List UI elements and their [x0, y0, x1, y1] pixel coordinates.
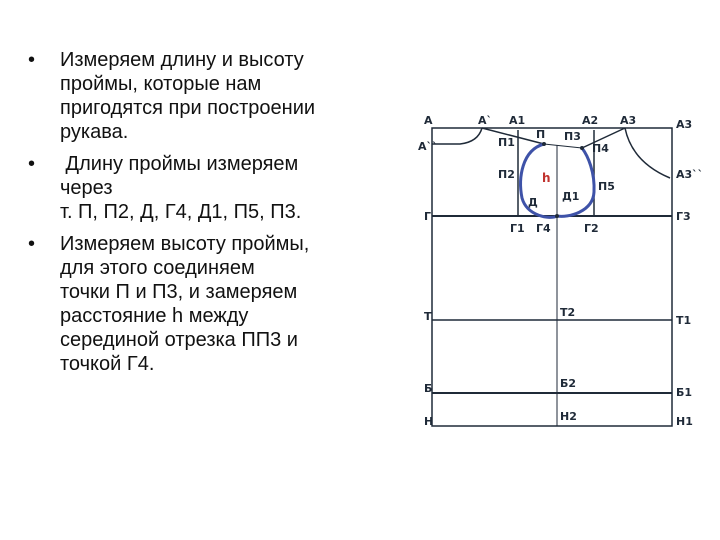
label-g: Г: [424, 210, 432, 223]
bullet-line: точки П и П3, и замеряем: [60, 281, 298, 303]
label-t1: Т1: [676, 314, 692, 327]
bullet-line: серединой отрезка ПП3 и: [60, 329, 298, 351]
label-t2: Т2: [560, 306, 576, 319]
bullet-line: точкой Г4.: [60, 353, 155, 375]
label-b: Б: [424, 382, 433, 395]
label-g1: Г1: [510, 222, 525, 235]
bullet-line: Длину проймы измеряем: [60, 153, 299, 175]
label-b2: Б2: [560, 377, 577, 390]
label-a3-top: А3: [676, 118, 693, 131]
bullet-item-2: [26, 152, 376, 224]
point-p3: [580, 146, 584, 150]
label-p4: П4: [592, 142, 609, 155]
label-g3: Г3: [676, 210, 691, 223]
label-h: h: [542, 171, 551, 185]
bullet-dot: •: [28, 153, 36, 175]
bullet-line: через: [60, 177, 113, 199]
segment-p-p3: [544, 144, 582, 148]
label-p5: П5: [598, 180, 615, 193]
label-g4: Г4: [536, 222, 551, 235]
label-h2: Н2: [560, 410, 577, 423]
bullet-line: проймы, которые нам: [60, 73, 262, 95]
back-neck: [432, 128, 482, 144]
bullet-line: Измеряем длину и высоту: [60, 49, 304, 71]
bullet-dot: •: [28, 233, 36, 255]
label-b1: Б1: [676, 386, 693, 399]
bullet-item-1: [26, 48, 376, 144]
label-a3: А3: [620, 114, 637, 127]
label-d: Д: [528, 196, 538, 209]
bullet-dot: •: [28, 49, 36, 71]
frame-rect: [432, 128, 672, 426]
bullet-item-3: [26, 232, 376, 376]
bullet-line: расстояние h между: [60, 305, 249, 327]
label-a2: А2: [582, 114, 599, 127]
label-a3-dbl: А3``: [676, 168, 704, 181]
pattern-diagram: [410, 100, 704, 440]
bullet-line: пригодятся при построении: [60, 97, 316, 119]
bullet-line: т. П, П2, Д, Г4, Д1, П5, П3.: [60, 201, 302, 223]
bullet-list: [26, 48, 376, 384]
label-p3: П3: [564, 130, 581, 143]
front-neck: [625, 128, 670, 178]
label-a-prime: А`: [478, 114, 493, 127]
label-a: А: [424, 114, 433, 127]
label-a-dbl: А``: [418, 140, 438, 153]
label-p1: П1: [498, 136, 515, 149]
label-p2: П2: [498, 168, 515, 181]
label-h-bottom: Н: [424, 415, 434, 428]
bullet-line: рукава.: [60, 121, 129, 143]
point-g4: [555, 214, 559, 218]
label-a1: А1: [509, 114, 526, 127]
label-t: Т: [424, 310, 432, 323]
point-p: [542, 142, 546, 146]
label-d1: Д1: [562, 190, 580, 203]
label-h1: Н1: [676, 415, 693, 428]
label-p: П: [536, 128, 546, 141]
bullet-line: для этого соединяем: [60, 257, 255, 279]
bullet-line: Измеряем высоту проймы,: [60, 233, 310, 255]
label-g2: Г2: [584, 222, 599, 235]
